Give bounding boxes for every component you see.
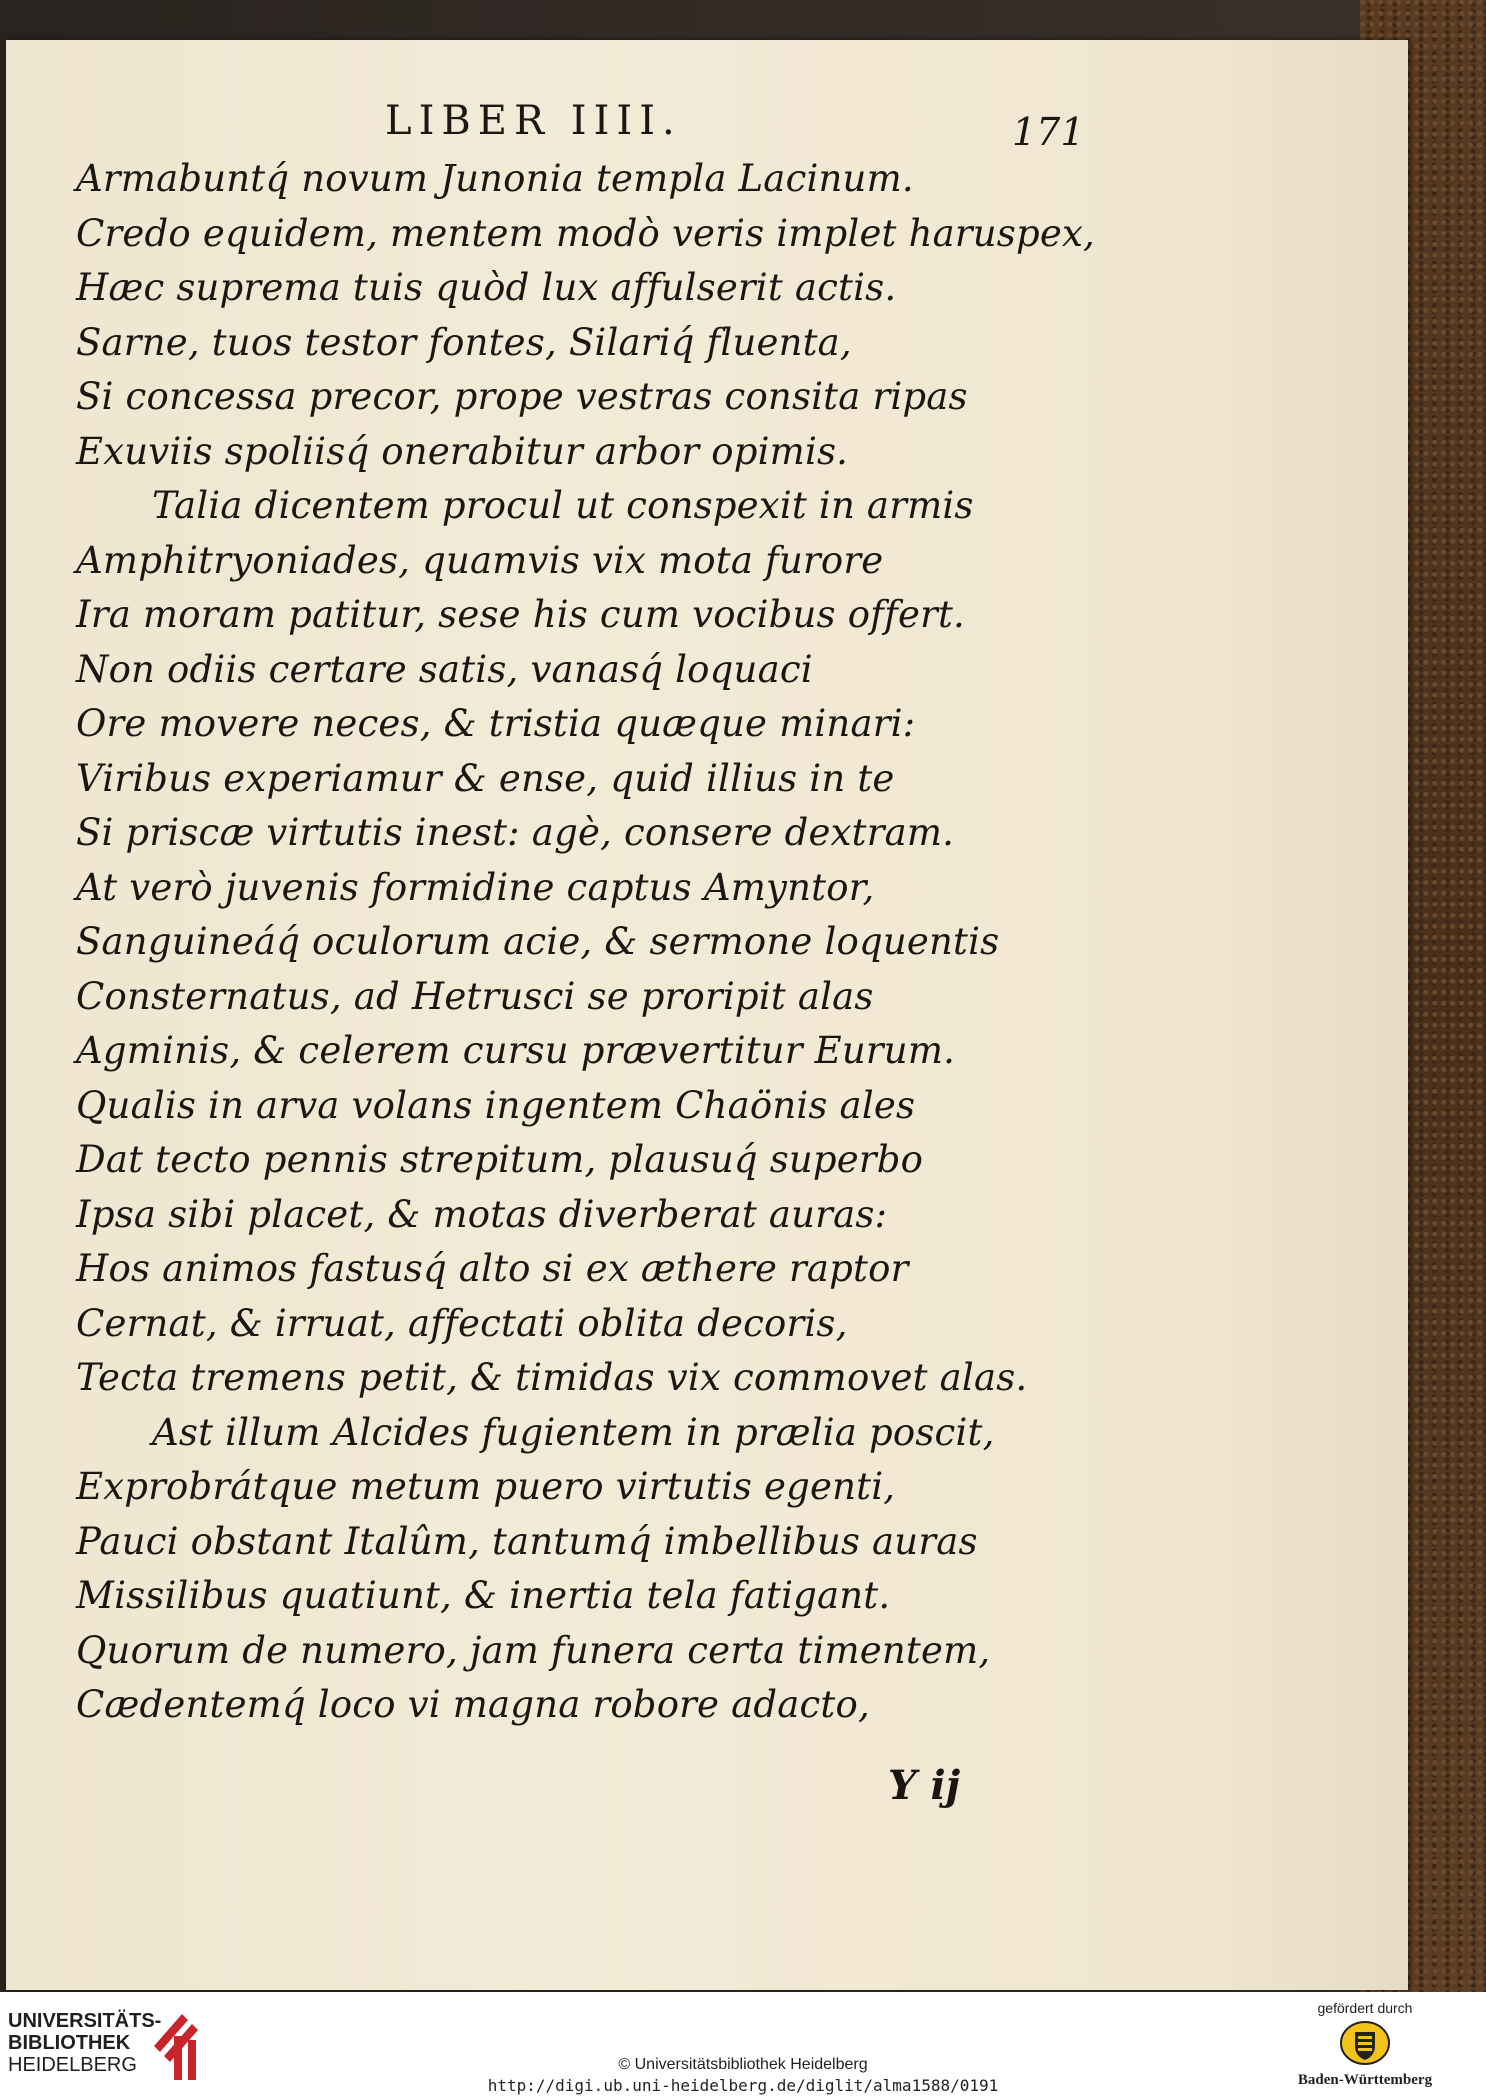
- verse-line: Si priscæ virtutis inest: agè, consere dextram.: [76, 811, 955, 854]
- verse-line: Cernat, & irruat, affectati oblita decoris,: [76, 1301, 848, 1345]
- verse-line: Cædentemq́ loco vi magna robore adacto,: [76, 1683, 870, 1726]
- verse-line: Consternatus, ad Hetrusci se proripit alas: [76, 974, 874, 1018]
- viewer-footer: [0, 1992, 1486, 2100]
- verse-line: Non odiis certare satis, vanasq́ loquaci: [76, 647, 813, 691]
- verse-line: Viribus experiamur & ense, quid illius in te: [76, 756, 895, 800]
- verse-line: Ipsa sibi placet, & motas diverberat auras:: [76, 1192, 888, 1236]
- signature-mark: Y ij: [888, 1762, 961, 1809]
- verse-line: Hos animos fastusq́ alto si ex æthere raptor: [76, 1247, 909, 1290]
- permalink-url[interactable]: http://digi.ub.uni-heidelberg.de/diglit/alma1588/0191: [487, 2076, 999, 2095]
- verse-line: Ast illum Alcides fugientem in prælia poscit,: [152, 1410, 995, 1454]
- library-line-2: BIBLIOTHEK: [8, 2032, 131, 2054]
- verse-line: Ira moram patitur, sese his cum vocibus offert.: [76, 593, 965, 636]
- running-head: LIBER IIII.: [385, 98, 682, 144]
- verse-line: Quorum de numero, jam funera certa timentem,: [76, 1628, 991, 1672]
- verse-block: [76, 152, 1095, 1733]
- verse-line: Sarne, tuos testor fontes, Silariq́ fluenta,: [76, 320, 852, 364]
- verse-line: Amphitryoniades, quamvis vix mota furore: [76, 538, 884, 582]
- sponsor-label: gefördert durch: [1317, 2000, 1413, 2016]
- verse-line: Ore movere neces, & tristia quæque minari:: [76, 702, 916, 745]
- verse-line: Tecta tremens petit, & timidas vix commovet alas.: [76, 1356, 1028, 1399]
- library-line-1: UNIVERSITÄTS-: [8, 2010, 162, 2032]
- verse-line: Exprobrátque metum puero virtutis egenti,: [76, 1465, 896, 1508]
- verse-line: Hæc suprema tuis quòd lux affulserit actis.: [76, 266, 897, 309]
- verse-line: At verò juvenis formidine captus Amyntor,: [76, 865, 875, 909]
- verse-line: Talia dicentem procul ut conspexit in armis: [152, 484, 974, 527]
- verse-line: Sanguineáq́ oculorum acie, & sermone loquentis: [76, 920, 1000, 963]
- verse-line: Exuviis spoliisq́ onerabitur arbor opimis.: [76, 429, 849, 473]
- verse-line: Pauci obstant Italûm, tantumq́ imbellibus auras: [76, 1519, 978, 1563]
- verse-line: Missilibus quatiunt, & inertia tela fatigant.: [76, 1574, 891, 1617]
- page-number: 171: [1012, 110, 1085, 154]
- verse-line: Dat tecto pennis strepitum, plausuq́ superbo: [76, 1138, 924, 1181]
- verse-line: Qualis in arva volans ingentem Chaönis ales: [76, 1083, 916, 1127]
- library-line-3: HEIDELBERG: [8, 2054, 137, 2076]
- page-header: [0, 98, 1486, 158]
- verse-line: Agminis, & celerem cursu prævertitur Eurum.: [76, 1029, 956, 1072]
- verse-line: Credo equidem, mentem modò veris implet haruspex,: [76, 211, 1095, 255]
- verse-line: Si concessa precor, prope vestras consita ripas: [76, 375, 968, 418]
- sponsor-name: Baden-Württemberg: [1297, 2072, 1433, 2088]
- state-crest-icon: [1340, 2020, 1390, 2066]
- verse-line: Armabuntq́ novum Junonia templa Lacinum.: [76, 157, 914, 200]
- copyright-notice: © Universitätsbibliothek Heidelberg: [618, 2056, 868, 2073]
